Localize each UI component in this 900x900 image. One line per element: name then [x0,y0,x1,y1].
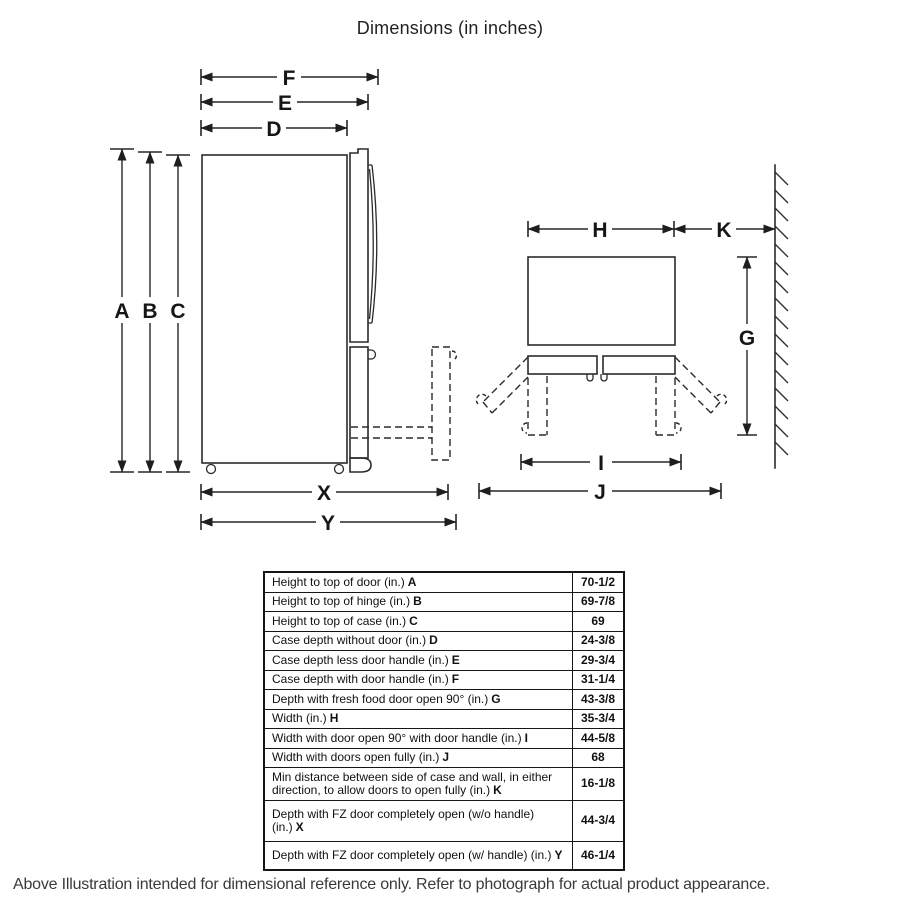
drawer-glide-rails-dashed [351,427,432,438]
right-door-closed [603,356,675,374]
dim-value-cell: 69 [573,612,625,632]
dim-value-cell: 44-5/8 [573,729,625,749]
doors-open-fully-dashed [476,357,726,413]
dim-X [201,481,448,505]
left-door-handle-top [587,374,593,381]
dim-name-cell: Case depth with door handle (in.) F [264,670,573,690]
dim-value-cell: 29-3/4 [573,651,625,671]
dim-I [521,451,681,475]
table-row [264,801,624,842]
dim-name-cell: Min distance between side of case and wall, in either direction, to allow doors to open fully (in.) K [264,768,573,801]
dim-label-B: B [142,300,158,323]
dim-K [674,218,775,242]
dim-J [479,480,721,504]
side-view [109,66,457,535]
dim-C [165,155,191,472]
table-row [264,842,624,870]
freezer-door-side [350,347,368,458]
dim-name-cell: Depth with FZ door completely open (w/ handle) (in.) Y [264,842,573,870]
dim-E [201,91,368,115]
dim-name-cell: Case depth less door handle (in.) E [264,651,573,671]
table-row [264,651,624,671]
dim-label-G: G [738,327,756,350]
fresh-food-door-side [350,149,368,342]
dim-value-cell: 46-1/4 [573,842,625,870]
table-row [264,729,624,749]
freezer-door-foot [350,458,371,472]
table-row [264,572,624,592]
doors-open-90-dashed [522,376,681,435]
dim-name-cell: Depth with fresh food door open 90° (in.) G [264,690,573,710]
dim-value-cell: 16-1/8 [573,768,625,801]
dim-value-cell: 43-3/8 [573,690,625,710]
dim-label-A: A [114,300,130,323]
rear-wheel [335,465,344,474]
dim-label-C: C [170,300,186,323]
dim-G [734,257,760,435]
table-row [264,592,624,612]
dim-name-cell: Case depth without door (in.) D [264,631,573,651]
dim-Y [201,511,456,535]
wall-hatching [775,172,788,455]
freezer-handle-side [368,350,376,359]
disclaimer-text: Above Illustration intended for dimensional reference only. Refer to photograph for actual product appearance. [13,876,770,893]
dim-name-cell: Width with door open 90° with door handle (in.) I [264,729,573,749]
dim-label-I: I [598,452,604,475]
dim-D [201,117,347,141]
freezer-door-open-dashed [432,347,450,460]
dim-label-E: E [277,92,293,115]
page-title: Dimensions (in inches) [356,18,544,38]
fridge-case-side [202,155,347,463]
dim-label-J: J [594,481,606,504]
freezer-handle-open-dashed [452,351,457,360]
dim-name-cell: Height to top of door (in.) A [264,572,573,592]
dimension-spec-table [263,571,625,871]
dim-A [109,149,135,472]
right-door-handle-top [601,374,607,381]
dim-value-cell: 68 [573,748,625,768]
dim-value-cell: 70-1/2 [573,572,625,592]
left-door-closed [528,356,597,374]
table-row [264,690,624,710]
dim-value-cell: 44-3/4 [573,801,625,842]
dim-label-H: H [592,219,608,242]
dim-value-cell: 69-7/8 [573,592,625,612]
dim-F [201,66,378,90]
wall [775,165,788,468]
dim-label-K: K [716,219,732,242]
front-wheel [207,465,216,474]
dim-label-X: X [316,482,332,505]
table-row [264,709,624,729]
dim-name-cell: Width with doors open fully (in.) J [264,748,573,768]
dim-B [137,152,163,472]
dim-label-D: D [266,118,282,141]
table-row [264,631,624,651]
dim-value-cell: 24-3/8 [573,631,625,651]
dim-name-cell: Height to top of case (in.) C [264,612,573,632]
table-row [264,612,624,632]
table-row [264,748,624,768]
fridge-case-top [528,257,675,345]
dim-value-cell: 35-3/4 [573,709,625,729]
table-row [264,670,624,690]
dim-name-cell: Depth with FZ door completely open (w/o handle) (in.) X [264,801,573,842]
dim-value-cell: 31-1/4 [573,670,625,690]
dim-label-F: F [282,67,296,90]
dim-name-cell: Height to top of hinge (in.) B [264,592,573,612]
dim-H [528,218,674,242]
door-handle-inner [370,169,374,319]
dim-name-cell: Width (in.) H [264,709,573,729]
top-view [476,165,788,504]
table-row [264,768,624,801]
dim-label-Y: Y [320,512,336,535]
